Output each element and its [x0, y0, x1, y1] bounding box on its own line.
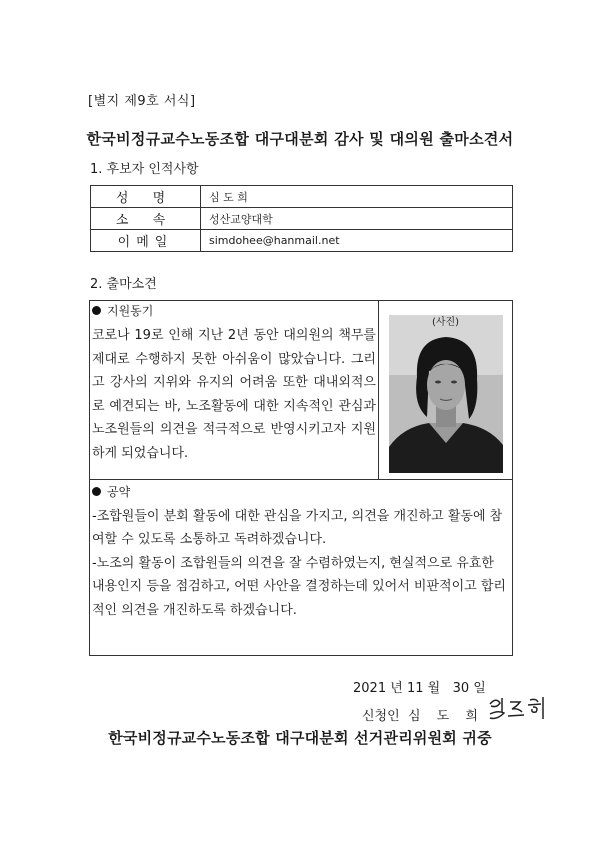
bullet-icon [92, 487, 101, 496]
name-label: 성 명 [91, 186, 201, 208]
pledge-heading: 공약 [92, 483, 130, 500]
applicant-line [362, 705, 484, 724]
list-item: -노조의 활동이 조합원들의 의견을 잘 수렴하였는지, 현실적으로 유효한 내용인지 등을 점검하고, 어떤 사안을 결정하는데 있어서 비판적이고 합리적인 의견을 개진하도록 하겠습니다. [92, 555, 506, 618]
table-row [91, 230, 513, 252]
bullet-icon [92, 306, 101, 315]
affiliation-value: 성산교양대학 [201, 208, 513, 230]
applicant-name: 심 도 희 [407, 709, 484, 724]
document-title: 한국비정규교수노동조합 대구대분회 감사 및 대의원 출마소견서 [86, 130, 514, 148]
email-value: simdohee@hanmail.net [201, 230, 513, 252]
handwritten-signature [486, 694, 548, 724]
pledge-list [92, 505, 508, 622]
section-2-heading: 2. 출마소견 [90, 277, 157, 292]
candidate-info-table [90, 185, 513, 252]
footer-addressee: 한국비정규교수노동조합 대구대분회 선거관리위원회 귀중 [108, 729, 492, 747]
table-row [91, 186, 513, 208]
affiliation-label: 소 속 [91, 208, 201, 230]
list-item: -조합원들이 분회 활동에 대한 관심을 가지고, 의견을 개진하고 활동에 참여할 수 있도록 소통하고 독려하겠습니다. [92, 509, 503, 548]
table-row [91, 208, 513, 230]
motive-heading: 지원동기 [92, 302, 153, 319]
applicant-label: 신청인 [362, 709, 400, 724]
motive-text: 코로나 19로 인해 지난 2년 동안 대의원의 책무를 제대로 수행하지 못한 아쉬움이 많았습니다. 그리고 강사의 지위와 유지의 어려움 또한 대내외적으로 예견되는 바, 노조활동에 대한 지속적인 관심과 노조원들의 의견을 적극적으로 반영시키고자 지원하게 되었습니다. [92, 328, 376, 461]
form-number-label: [별지 제9호 서식] [88, 94, 196, 109]
application-date: 2021 년 11 월 30 일 [353, 681, 486, 696]
name-value: 심 도 희 [201, 186, 513, 208]
email-label: 이메일 [91, 230, 201, 252]
section-1-heading: 1. 후보자 인적사항 [90, 162, 199, 177]
photo-caption: (사진) [431, 317, 460, 328]
candidate-photo [389, 315, 503, 473]
